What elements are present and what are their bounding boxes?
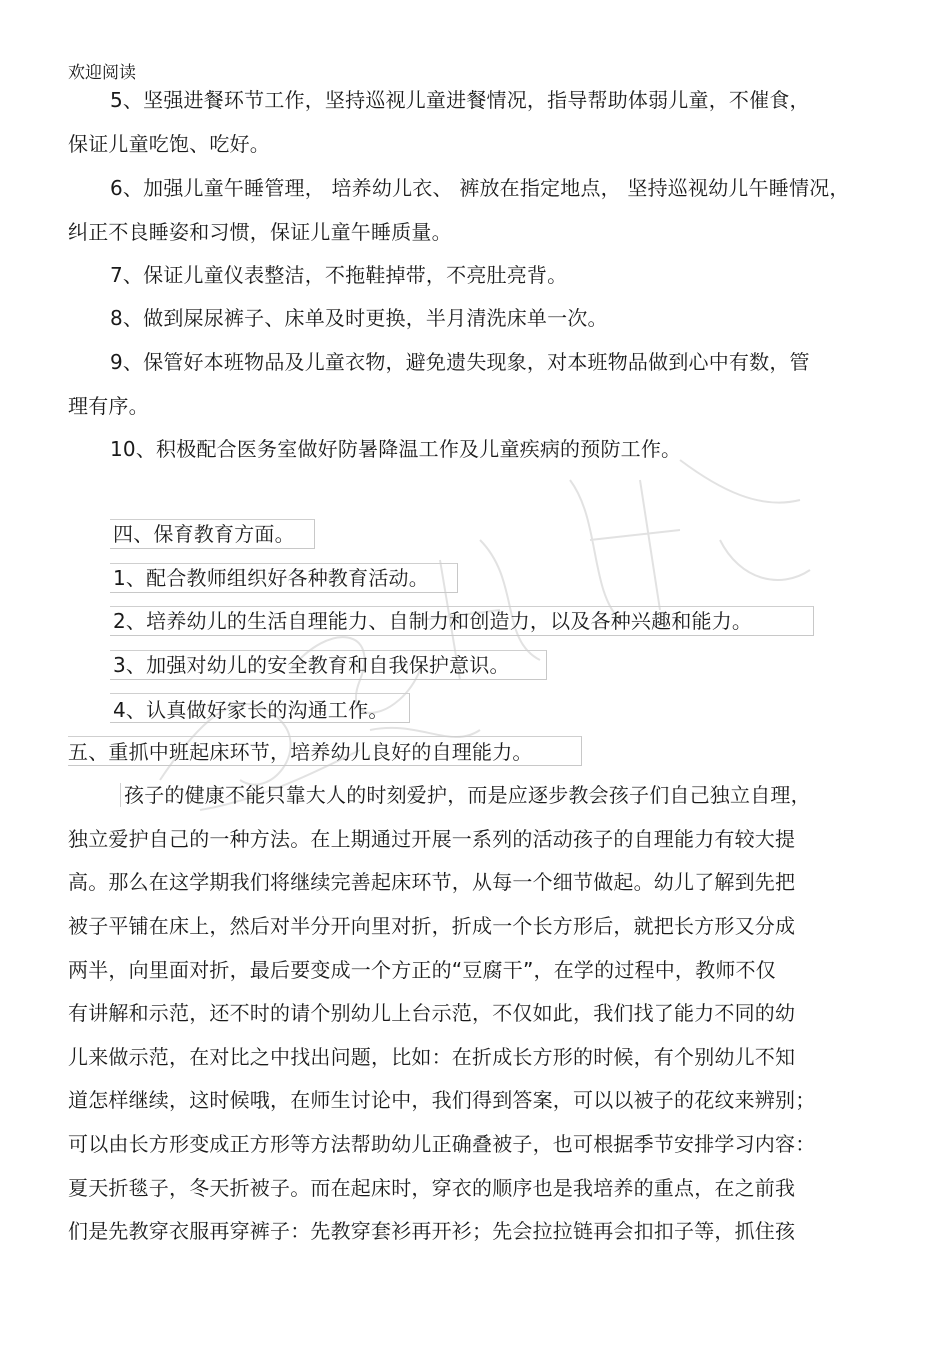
list-item: 4、认真做好家长的沟通工作。	[113, 698, 389, 722]
section-heading: 四、保育教育方面。	[113, 522, 295, 546]
paragraph-line: 保证儿童吃饱、吃好。	[68, 132, 270, 156]
cursor-mark	[120, 783, 121, 807]
paragraph-line: 们是先教穿衣服再穿裤子：先教穿套衫再开衫；先会拉拉链再会扣扣子等，抓住孩	[68, 1219, 796, 1243]
list-item: 2、培养幼儿的生活自理能力、自制力和创造力，以及各种兴趣和能力。	[113, 609, 753, 633]
paragraph-line: 儿来做示范，在对比之中找出问题，比如：在折成长方形的时候，有个别幼儿不知	[68, 1045, 796, 1069]
paragraph-line: 有讲解和示范，还不时的请个别幼儿上台示范，不仅如此，我们找了能力不同的幼	[68, 1001, 796, 1025]
paragraph-line: 被子平铺在床上，然后对半分开向里对折，折成一个长方形后，就把长方形又分成	[68, 914, 796, 938]
page-header: 欢迎阅读	[68, 63, 136, 83]
paragraph-line: 10、积极配合医务室做好防暑降温工作及儿童疾病的预防工作。	[110, 437, 682, 461]
paragraph-line: 理有序。	[68, 394, 149, 418]
paragraph-line: 两半，向里面对折，最后要变成一个方正的“豆腐干”，在学的过程中，教师不仅	[68, 958, 776, 982]
paragraph-line: 孩子的健康不能只靠大人的时刻爱护，而是应逐步教会孩子们自己独立自理，	[124, 783, 811, 807]
paragraph-line: 可以由长方形变成正方形等方法帮助幼儿正确叠被子，也可根据季节安排学习内容：	[68, 1132, 816, 1156]
list-item: 1、配合教师组织好各种教育活动。	[113, 566, 429, 590]
paragraph-line: 道怎样继续，这时候哦，在师生讨论中，我们得到答案，可以以被子的花纹来辨别；	[68, 1088, 816, 1112]
paragraph-line: 7、保证儿童仪表整洁，不拖鞋掉带，不亮肚亮背。	[110, 263, 568, 287]
list-item: 3、加强对幼儿的安全教育和自我保护意识。	[113, 653, 510, 677]
paragraph-line: 独立爱护自己的一种方法。在上期通过开展一系列的活动孩子的自理能力有较大提	[68, 827, 796, 851]
paragraph-line: 9、保管好本班物品及儿童衣物，避免遗失现象，对本班物品做到心中有数，管	[110, 350, 810, 374]
paragraph-line: 6、加强儿童午睡管理， 培养幼儿衣、 裤放在指定地点， 坚持巡视幼儿午睡情况，	[110, 176, 850, 200]
paragraph-line: 5、坚强进餐环节工作，坚持巡视儿童进餐情况，指导帮助体弱儿童，不催食，	[110, 88, 810, 112]
section-heading: 五、重抓中班起床环节，培养幼儿良好的自理能力。	[68, 740, 533, 764]
paragraph-line: 高。那么在这学期我们将继续完善起床环节，从每一个细节做起。幼儿了解到先把	[68, 870, 796, 894]
paragraph-line: 纠正不良睡姿和习惯，保证儿童午睡质量。	[68, 220, 452, 244]
paragraph-line: 夏天折毯子，冬天折被子。而在起床时，穿衣的顺序也是我培养的重点，在之前我	[68, 1176, 796, 1200]
paragraph-line: 8、做到屎尿裤子、床单及时更换，半月清洗床单一次。	[110, 306, 608, 330]
